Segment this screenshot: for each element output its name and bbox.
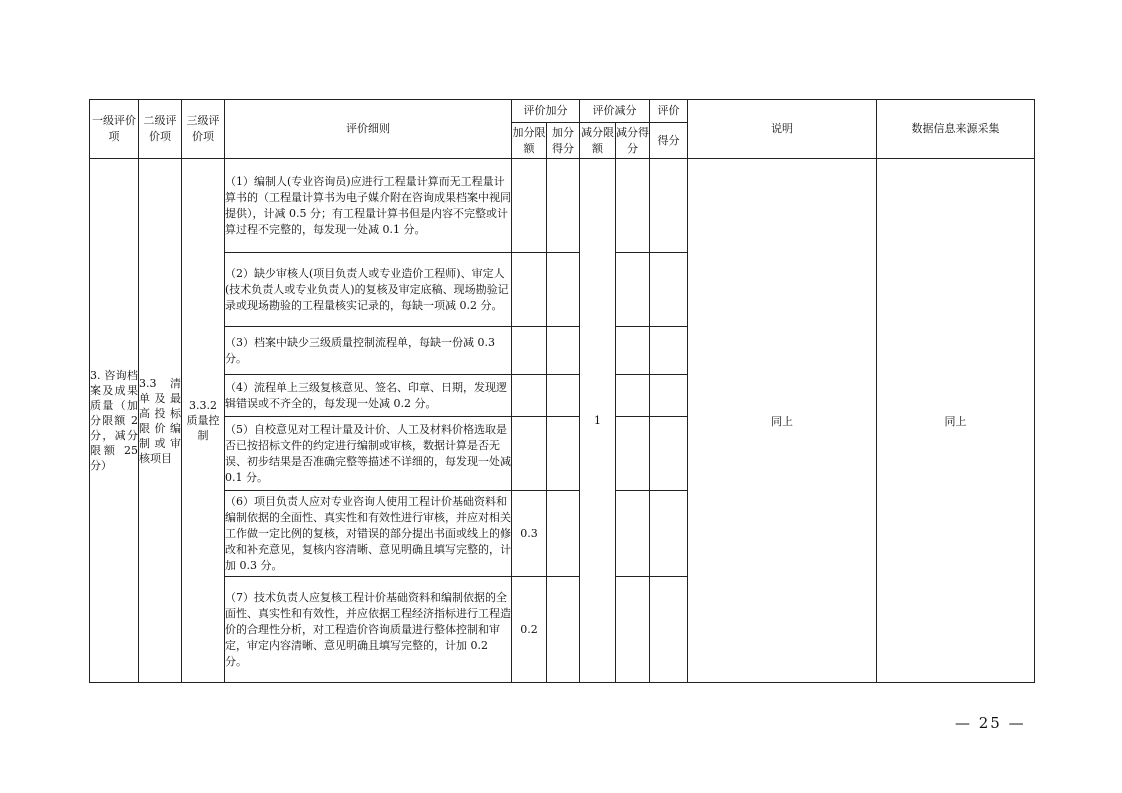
sub-limit-merged: 1: [580, 159, 616, 683]
header-add-score: 加分得分: [547, 123, 580, 159]
sub-score-row-2: [616, 253, 650, 327]
add-score-row-5: [547, 417, 580, 491]
sub-score-row-3: [616, 327, 650, 375]
add-limit-row-2: [512, 253, 547, 327]
detail-row-3: （3）档案中缺少三级质量控制流程单，每缺一份减 0.3 分。: [225, 327, 512, 375]
header-detail: 评价细则: [225, 100, 512, 159]
eval-score-row-1: [650, 159, 688, 253]
header-add-limit: 加分限额: [512, 123, 547, 159]
header-sub-limit: 减分限额: [580, 123, 616, 159]
add-score-row-4: [547, 375, 580, 417]
header-level3: 三级评价项: [182, 100, 225, 159]
add-limit-row-3: [512, 327, 547, 375]
add-limit-row-1: [512, 159, 547, 253]
add-score-row-3: [547, 327, 580, 375]
eval-score-row-4: [650, 375, 688, 417]
sub-score-row-7: [616, 577, 650, 683]
header-sub-score: 减分得分: [616, 123, 650, 159]
add-score-row-6: [547, 491, 580, 577]
add-limit-row-6: 0.3: [512, 491, 547, 577]
sub-score-row-5: [616, 417, 650, 491]
level2-cell: 3.3 清单及最高投标限价编制或审核项目: [139, 159, 182, 683]
header-add-group: 评价加分: [512, 100, 580, 123]
sub-score-row-6: [616, 491, 650, 577]
add-score-row-2: [547, 253, 580, 327]
add-score-row-7: [547, 577, 580, 683]
level1-cell: 3. 咨询档案及成果质量（加分限额 2 分，减分限额 25 分）: [90, 159, 139, 683]
detail-row-6: （6）项目负责人应对专业咨询人使用工程计价基础资料和编制依据的全面性、真实性和有效性进行审核，并应对相关工作做一定比例的复核，对错误的部分提出书面或线上的修改和补充意见，复核内容清晰、意见明确且填写完整的，计加 0.3 分。: [225, 491, 512, 577]
explain-cell: 同上: [688, 159, 877, 683]
add-limit-row-4: [512, 375, 547, 417]
source-cell: 同上: [877, 159, 1035, 683]
eval-score-row-3: [650, 327, 688, 375]
header-level1: 一级评价项: [90, 100, 139, 159]
detail-row-7: （7）技术负责人应复核工程计价基础资料和编制依据的全面性、真实性和有效性，并应依据工程经济指标进行工程造价的合理性分析，对工程造价咨询质量进行整体控制和审定，审定内容清晰、意见明确且填写完整的，计加 0.2 分。: [225, 577, 512, 683]
detail-row-4: （4）流程单上三级复核意见、签名、印章、日期，发现逻辑错误或不齐全的，每发现一处减 0.2 分。: [225, 375, 512, 417]
level3-cell: 3.3.2 质量控制: [182, 159, 225, 683]
header-level2: 二级评价项: [139, 100, 182, 159]
page-number: — 25 —: [955, 714, 1026, 732]
eval-score-row-5: [650, 417, 688, 491]
evaluation-table: [89, 99, 1035, 683]
eval-score-row-2: [650, 253, 688, 327]
add-limit-row-5: [512, 417, 547, 491]
detail-row-1: （1）编制人(专业咨询员)应进行工程量计算而无工程量计算书的（工程量计算书为电子媒介附在咨询成果档案中视同提供），计减 0.5 分；有工程量计算书但是内容不完整或计算过程不完整的，每发现一处减 0.1 分。: [225, 159, 512, 253]
sub-score-row-4: [616, 375, 650, 417]
header-explain: 说明: [688, 100, 877, 159]
eval-score-row-7: [650, 577, 688, 683]
sub-score-row-1: [616, 159, 650, 253]
eval-score-row-6: [650, 491, 688, 577]
header-sub-group: 评价减分: [580, 100, 650, 123]
header-eval-group: 评价: [650, 100, 688, 123]
header-source: 数据信息来源采集: [877, 100, 1035, 159]
add-limit-row-7: 0.2: [512, 577, 547, 683]
detail-row-2: （2）缺少审核人(项目负责人或专业造价工程师)、审定人(技术负责人或专业负责人)的复核及审定底稿、现场勘验记录或现场勘验的工程量核实记录的，每缺一项减 0.2 分。: [225, 253, 512, 327]
header-eval-score: 得分: [650, 123, 688, 159]
detail-row-5: （5）自校意见对工程计量及计价、人工及材料价格选取是否已按招标文件的约定进行编制或审核，数据计算是否无误、初步结果是否准确完整等描述不详细的，每发现一处减 0.1 分。: [225, 417, 512, 491]
add-score-row-1: [547, 159, 580, 253]
